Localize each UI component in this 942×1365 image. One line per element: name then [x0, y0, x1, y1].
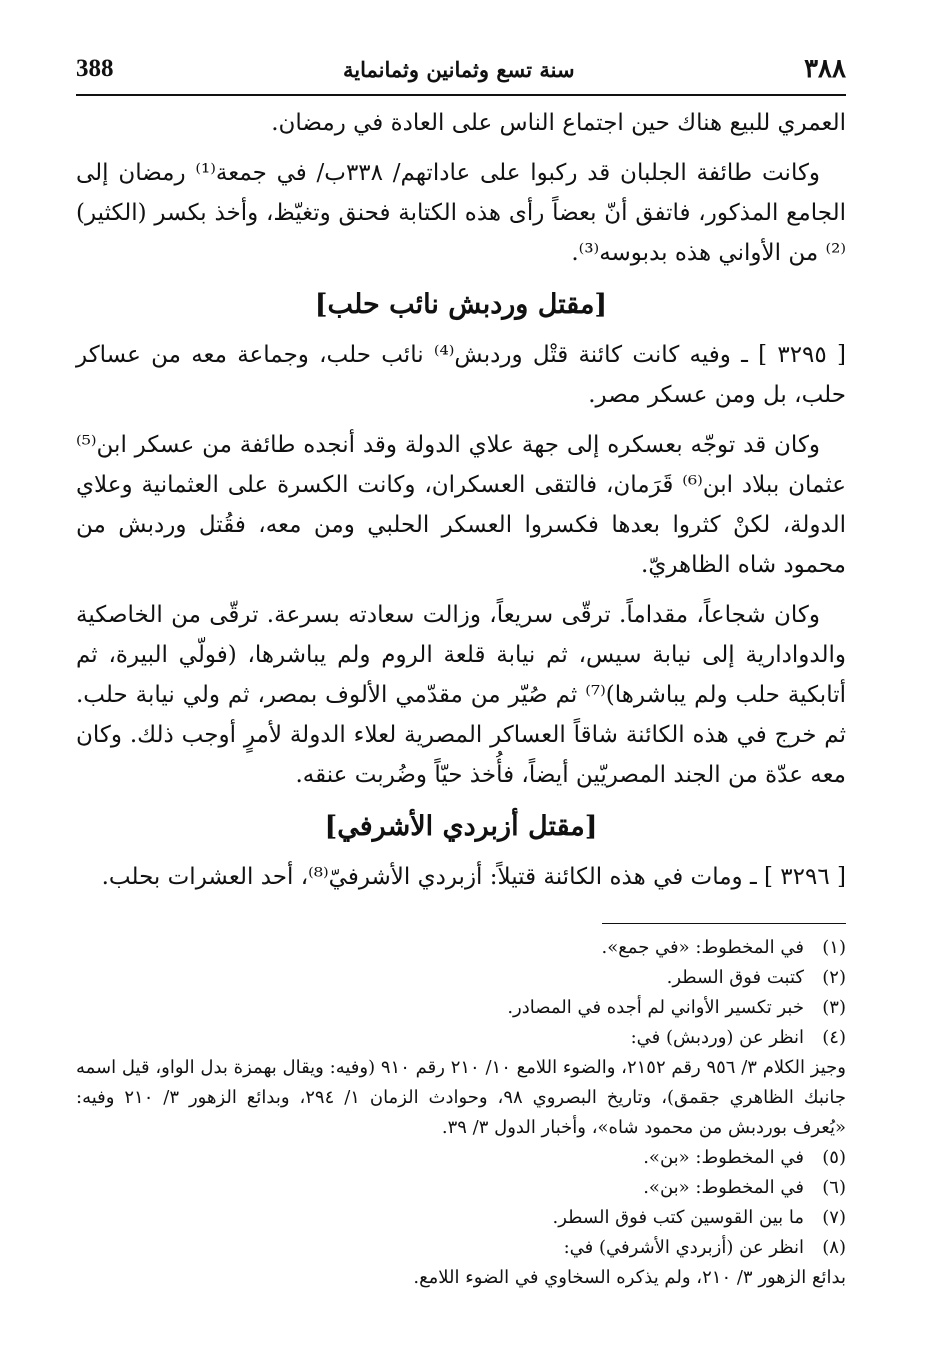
footnotes: [76, 933, 846, 1293]
footnote-number: (٨): [822, 1237, 846, 1258]
footnote-number: (٣): [822, 997, 846, 1018]
paragraph: العمري للبيع هناك حين اجتماع الناس على العادة في رمضان.: [271, 110, 846, 136]
footnote: [76, 963, 846, 993]
footnote-text: كتبت فوق السطر.: [666, 967, 804, 988]
footnote: [76, 1173, 846, 1203]
page-number-arabic: ٣٨٨: [804, 54, 846, 84]
footnote-number: (٢): [822, 967, 846, 988]
footnote: [76, 1233, 846, 1263]
footnote: [76, 933, 846, 963]
footnote-number: (١): [822, 937, 846, 958]
paragraph: وكان شجاعاً، مقداماً. ترقّى سريعاً، وزالت سعادته بسرعة. ترقّى من الخاصكية والدوادارية إلى نيابة سيس، ثم نيابة قلعة الروم ولم يباشرها، (فولّي البيرة، ثم أتابكية حلب ولم يباشرها)⁽⁷⁾ ثم صُيّر من مقدّمي الألوف بمصر، ثم ولي نيابة حلب. ثم خرج في هذه الكائنة شاقاً العساكر المصرية لعلاء الدولة لأمرٍ أوجب ذلك. وكان معه عدّة من الجند المصريّين أيضاً، فأُخذ حيّاً وضُربت عنقه.: [76, 602, 846, 788]
paragraph: وكانت طائفة الجلبان قد ركبوا على عاداتهم/ ٣٣٨ب/ في جمعة⁽¹⁾ رمضان إلى الجامع المذكور، فاتفق أنّ بعضاً رأى هذه الكتابة فحنق وتغيّظ، وأخذ بكسر (الكثير)⁽²⁾ من الأواني هذه بدبوسه⁽³⁾.: [76, 160, 846, 266]
footnote-number: (٦): [822, 1177, 846, 1198]
footnote-text: في المخطوط: «بن».: [643, 1147, 804, 1168]
footnote-text: انظر عن (أزبردي الأشرفي) في:: [563, 1237, 804, 1258]
footnote-separator: [602, 923, 846, 924]
page-number-latin: 388: [76, 55, 114, 82]
footnote: [76, 1143, 846, 1173]
entry-paragraph: [ ٣٢٩٥ ] ـ وفيه كانت كائنة قتْل وردبش⁽⁴⁾ نائب حلب، وجماعة معه من عساكر حلب، بل ومن عسكر مصر.: [76, 342, 846, 408]
footnote-continuation: وجيز الكلام ٣/ ٩٥٦ رقم ٢١٥٢، والضوء اللامع ١٠/ ٢١٠ رقم ٩١٠ (وفيه: ويقال بهمزة بدل الواو، قيل اسمه جانبك الظاهري جقمق)، وتاريخ البصروي ٩٨، وحوادث الزمان ١/ ٢٩٤، وبدائع الزهور ٣/ ٢١٠ وفيه: «يُعرف بوردبش من محمود شاه»، وأخبار الدول ٣/ ٣٩.: [76, 1057, 846, 1138]
footnote-number: (٤): [822, 1027, 846, 1048]
paragraph: وكان قد توجّه بعسكره إلى جهة علاي الدولة وقد أنجده طائفة من عسكر ابن⁽⁵⁾ عثمان ببلاد ابن⁽⁶⁾ قَرَمان، فالتقى العسكران، وكانت الكسرة على العثمانية وعلاي الدولة، لكنْ كثروا بعدها فكسروا العسكر الحلبي ومن معه، فقُتل وردبش من محمود شاه الظاهريّ.: [76, 432, 846, 578]
running-title: سنة تسع وثمانين وثمانماية: [343, 56, 575, 82]
footnote-text: خبر تكسير الأواني لم أجده في المصادر.: [507, 997, 804, 1018]
entry-paragraph: [ ٣٢٩٦ ] ـ ومات في هذه الكائنة قتيلاً: أزبردي الأشرفيّ⁽⁸⁾، أحد العشرات بحلب.: [101, 864, 846, 890]
footnote: [76, 1023, 846, 1053]
footnote: [76, 1203, 846, 1233]
page-header: [76, 44, 846, 96]
footnote-text: في المخطوط: «في جمع».: [601, 937, 804, 958]
footnote-text: في المخطوط: «بن».: [643, 1177, 804, 1198]
footnote-continuation: بدائع الزهور ٣/ ٢١٠، ولم يذكره السخاوي في الضوء اللامع.: [413, 1267, 846, 1288]
main-text: [76, 103, 846, 907]
footnote-number: (٥): [822, 1147, 846, 1168]
footnote-text: ما بين القوسين كتب فوق السطر.: [552, 1207, 804, 1228]
section-heading: [مقتل وردبش نائب حلب]: [314, 289, 608, 320]
footnote-number: (٧): [822, 1207, 846, 1228]
footnote: [76, 993, 846, 1023]
footnote-text: انظر عن (وردبش) في:: [630, 1027, 804, 1048]
section-heading: [مقتل أزبردي الأشرفي]: [324, 811, 598, 842]
